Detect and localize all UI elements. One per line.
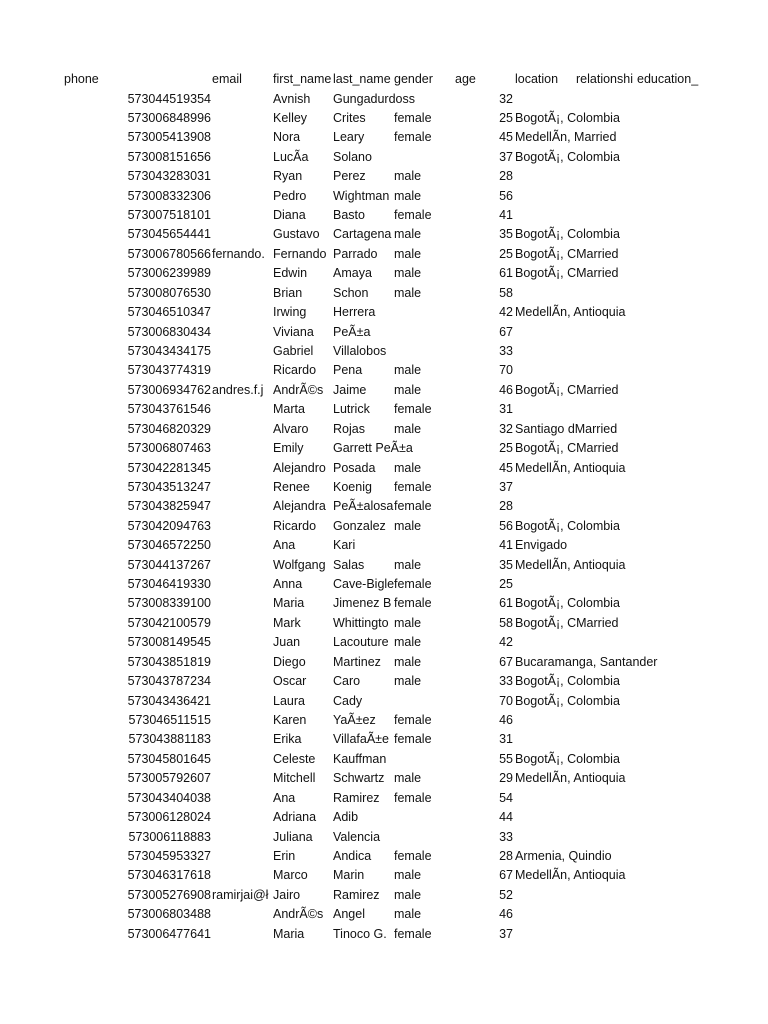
cell-last-name: Koenig — [333, 479, 372, 494]
cell-last-name: Kari — [333, 538, 356, 553]
cell-location: BogotÃ¡, CMarried — [515, 266, 619, 281]
cell-age: 25 — [499, 110, 513, 125]
table-row — [0, 692, 768, 711]
cell-age: 52 — [499, 887, 513, 902]
table-row — [0, 361, 768, 380]
cell-last-name: Tinoco G. — [333, 926, 387, 941]
cell-phone: 573042281345 — [127, 460, 211, 475]
cell-phone: 573006803488 — [127, 907, 211, 922]
cell-age: 61 — [499, 266, 513, 281]
cell-age: 46 — [499, 382, 513, 397]
cell-age: 46 — [499, 907, 513, 922]
cell-first-name: Irwing — [273, 305, 307, 320]
cell-age: 42 — [499, 635, 513, 650]
cell-first-name: Ana — [273, 790, 296, 805]
cell-location: BogotÃ¡, CMarried — [515, 382, 619, 397]
table-row — [0, 459, 768, 478]
cell-first-name: Erika — [273, 732, 302, 747]
table-row — [0, 420, 768, 439]
cell-last-name: Ramirez — [333, 887, 380, 902]
cell-gender: female — [394, 479, 432, 494]
cell-first-name: Juan — [273, 635, 301, 650]
cell-gender: female — [394, 499, 432, 514]
cell-last-name: Cady — [333, 693, 363, 708]
table-row — [0, 672, 768, 691]
header-relationship: relationshi — [576, 72, 633, 86]
table-row — [0, 925, 768, 944]
table-row — [0, 225, 768, 244]
cell-age: 44 — [499, 810, 513, 825]
cell-last-name: Kauffman — [333, 751, 387, 766]
cell-location: BogotÃ¡, CMarried — [515, 615, 619, 630]
cell-phone: 573046510347 — [127, 305, 211, 320]
header-email: email — [212, 72, 242, 86]
cell-last-name: Amaya — [333, 266, 372, 281]
cell-first-name: Juliana — [273, 829, 313, 844]
cell-phone: 573005276908 — [127, 887, 211, 902]
cell-age: 67 — [499, 654, 513, 669]
cell-first-name: Brian — [273, 285, 303, 300]
table-row — [0, 594, 768, 613]
cell-location: BogotÃ¡, Colombia — [515, 518, 620, 533]
cell-first-name: LucÃa — [273, 149, 309, 164]
cell-location: MedellÃn, Antioquia — [515, 460, 626, 475]
cell-last-name: Marin — [333, 868, 365, 883]
cell-location: BogotÃ¡, Colombia — [515, 751, 620, 766]
table-row — [0, 167, 768, 186]
cell-phone: 573006477641 — [127, 926, 211, 941]
table-row — [0, 750, 768, 769]
cell-age: 42 — [499, 305, 513, 320]
cell-phone: 573008332306 — [127, 188, 211, 203]
table-row — [0, 109, 768, 128]
cell-last-name: Cartagena — [333, 227, 392, 242]
cell-age: 58 — [499, 285, 513, 300]
cell-last-name: Garrett PeÃ±a — [333, 441, 413, 456]
cell-gender: male — [394, 266, 422, 281]
cell-first-name: Renee — [273, 479, 310, 494]
cell-phone: 573006848996 — [127, 110, 211, 125]
cell-first-name: Ricardo — [273, 518, 317, 533]
header-last-name: last_name — [333, 72, 391, 86]
cell-phone: 573042100579 — [127, 615, 211, 630]
cell-location: Armenia, Quindio — [515, 848, 612, 863]
cell-phone: 573006118883 — [128, 829, 211, 844]
cell-first-name: Jairo — [273, 887, 301, 902]
cell-last-name: Crites — [333, 110, 366, 125]
cell-first-name: Alejandro — [273, 460, 326, 475]
table-row — [0, 342, 768, 361]
cell-first-name: Ricardo — [273, 363, 317, 378]
table-row — [0, 128, 768, 147]
cell-age: 33 — [499, 343, 513, 358]
cell-phone: 573043881183 — [128, 732, 211, 747]
cell-last-name: Solano — [333, 149, 372, 164]
cell-phone: 573043283031 — [127, 169, 211, 184]
table-row — [0, 400, 768, 419]
cell-last-name: Leary — [333, 130, 365, 145]
cell-location: MedellÃn, Antioquia — [515, 868, 626, 883]
cell-last-name: Martinez — [333, 654, 381, 669]
cell-gender: male — [394, 907, 422, 922]
cell-first-name: Wolfgang — [273, 557, 326, 572]
cell-first-name: Avnish — [273, 91, 311, 106]
cell-gender: female — [394, 130, 432, 145]
table-row — [0, 323, 768, 342]
cell-gender: female — [394, 848, 432, 863]
cell-first-name: Pedro — [273, 188, 307, 203]
cell-location: BogotÃ¡, Colombia — [515, 227, 620, 242]
cell-first-name: Emily — [273, 441, 304, 456]
cell-email: ramirjai@ł — [212, 887, 269, 902]
cell-age: 56 — [499, 188, 513, 203]
cell-age: 32 — [499, 91, 513, 106]
cell-phone: 573043513247 — [127, 479, 211, 494]
cell-phone: 573005792607 — [127, 771, 211, 786]
cell-gender: male — [394, 169, 422, 184]
table-row — [0, 556, 768, 575]
cell-phone: 573008339100 — [127, 596, 211, 611]
table-row — [0, 381, 768, 400]
cell-last-name: Perez — [333, 169, 366, 184]
cell-age: 70 — [499, 693, 513, 708]
cell-gender: male — [394, 635, 422, 650]
cell-gender: male — [394, 363, 422, 378]
cell-gender: male — [394, 518, 422, 533]
cell-phone: 573005413908 — [127, 130, 211, 145]
cell-last-name: Lacouture — [333, 635, 389, 650]
cell-first-name: Erin — [273, 848, 296, 863]
cell-last-name: Gonzalez — [333, 518, 386, 533]
table-row — [0, 711, 768, 730]
cell-first-name: Kelley — [273, 110, 308, 125]
cell-first-name: Nora — [273, 130, 301, 145]
cell-age: 45 — [499, 130, 513, 145]
cell-location: BogotÃ¡, Colombia — [515, 674, 620, 689]
cell-age: 28 — [499, 499, 513, 514]
cell-location: BogotÃ¡, Colombia — [515, 110, 620, 125]
cell-age: 46 — [499, 713, 513, 727]
header-phone: phone — [64, 72, 99, 86]
cell-last-name: Schwartz — [333, 771, 385, 786]
cell-phone: 573046419330 — [127, 577, 211, 592]
cell-phone: 573046317618 — [127, 868, 211, 883]
cell-last-name: Andica — [333, 848, 372, 863]
cell-gender: female — [394, 732, 432, 747]
cell-last-name: Gungadurdoss — [333, 91, 416, 106]
cell-location: MedellÃn, Antioquia — [515, 771, 626, 786]
header-age: age — [455, 72, 476, 86]
cell-first-name: Edwin — [273, 266, 308, 281]
cell-age: 31 — [499, 732, 513, 747]
cell-phone: 573043787234 — [127, 674, 211, 689]
cell-last-name: Jaime — [333, 382, 367, 397]
cell-age: 33 — [499, 674, 513, 689]
cell-age: 37 — [499, 149, 513, 164]
cell-age: 70 — [499, 363, 513, 378]
table-row — [0, 536, 768, 555]
spreadsheet — [0, 70, 768, 944]
table-row — [0, 497, 768, 516]
cell-gender: male — [394, 868, 422, 883]
cell-age: 25 — [499, 441, 513, 456]
cell-first-name: Diego — [273, 654, 306, 669]
header-education: education_ — [637, 72, 699, 86]
cell-phone: 573006807463 — [127, 441, 211, 456]
cell-phone: 573043404038 — [127, 790, 211, 805]
cell-gender: female — [394, 402, 432, 417]
cell-age: 25 — [499, 246, 513, 261]
cell-first-name: Diana — [273, 208, 306, 223]
cell-last-name: Posada — [333, 460, 376, 475]
cell-first-name: Marco — [273, 868, 308, 883]
cell-phone: 573043761546 — [127, 402, 211, 417]
cell-gender: male — [394, 887, 422, 902]
cell-gender: male — [394, 188, 422, 203]
cell-gender: male — [394, 771, 422, 786]
table-row — [0, 303, 768, 322]
table-row — [0, 187, 768, 206]
cell-last-name: Salas — [333, 557, 365, 572]
cell-first-name: Adriana — [273, 810, 317, 825]
table-row — [0, 517, 768, 536]
table-row — [0, 886, 768, 905]
cell-first-name: Viviana — [273, 324, 314, 339]
cell-first-name: Laura — [273, 693, 305, 708]
cell-phone: 573046572250 — [127, 538, 211, 553]
header-row — [0, 70, 768, 90]
table-row — [0, 633, 768, 652]
cell-last-name: Whittingto — [333, 615, 389, 630]
cell-last-name: Lutrick — [333, 402, 370, 417]
table-row — [0, 730, 768, 749]
cell-phone: 573043436421 — [127, 693, 211, 708]
cell-phone: 573043434175 — [127, 343, 211, 358]
cell-gender: female — [394, 926, 432, 941]
cell-gender: male — [394, 674, 422, 689]
cell-age: 29 — [499, 771, 513, 786]
cell-last-name: Herrera — [333, 305, 376, 320]
cell-first-name: AndrÃ©s — [273, 907, 324, 922]
cell-age: 45 — [499, 460, 513, 475]
cell-age: 56 — [499, 518, 513, 533]
cell-phone: 573045654441 — [127, 227, 211, 242]
cell-phone: 573006780566 — [127, 246, 211, 261]
cell-last-name: Cave-Bigle — [333, 577, 395, 592]
cell-first-name: Gabriel — [273, 343, 314, 358]
cell-gender: male — [394, 382, 422, 397]
cell-phone: 573045953327 — [127, 848, 211, 863]
cell-age: 37 — [499, 926, 513, 941]
cell-email: andres.f.j — [212, 382, 264, 397]
cell-last-name: Wightman — [333, 188, 390, 203]
cell-last-name: Pena — [333, 363, 363, 378]
cell-last-name: Parrado — [333, 246, 378, 261]
cell-gender: male — [394, 246, 422, 261]
cell-gender: male — [394, 227, 422, 242]
cell-age: 54 — [499, 790, 513, 805]
cell-last-name: Villalobos — [333, 343, 387, 358]
cell-last-name: Schon — [333, 285, 369, 300]
cell-first-name: Karen — [273, 713, 307, 727]
cell-last-name: VillafaÃ±e — [333, 732, 389, 747]
cell-gender: female — [394, 713, 432, 727]
cell-phone: 573008076530 — [127, 285, 211, 300]
cell-first-name: Maria — [273, 926, 305, 941]
cell-age: 28 — [499, 169, 513, 184]
cell-last-name: Angel — [333, 907, 365, 922]
table-row — [0, 478, 768, 497]
cell-age: 33 — [499, 829, 513, 844]
cell-phone: 573045801645 — [127, 751, 211, 766]
cell-first-name: AndrÃ©s — [273, 382, 324, 397]
cell-location: Bucaramanga, Santander — [515, 654, 658, 669]
cell-gender: male — [394, 421, 422, 436]
table-row — [0, 284, 768, 303]
cell-last-name: Valencia — [333, 829, 381, 844]
cell-gender: female — [394, 208, 432, 223]
table-body — [0, 90, 768, 945]
cell-location: MedellÃn, Antioquia — [515, 305, 626, 320]
cell-first-name: Ryan — [273, 169, 303, 184]
cell-first-name: Maria — [273, 596, 305, 611]
cell-phone: 573043774319 — [127, 363, 211, 378]
table-row — [0, 847, 768, 866]
cell-age: 32 — [499, 421, 513, 436]
table-row — [0, 614, 768, 633]
table-row — [0, 905, 768, 924]
cell-phone: 573006830434 — [127, 324, 211, 339]
cell-age: 31 — [499, 402, 513, 417]
cell-age: 37 — [499, 479, 513, 494]
cell-phone: 573044519354 — [127, 91, 211, 106]
table-row — [0, 789, 768, 808]
cell-age: 41 — [499, 538, 513, 553]
cell-phone: 573042094763 — [127, 518, 211, 533]
cell-location: BogotÃ¡, Colombia — [515, 149, 620, 164]
cell-gender: female — [394, 596, 432, 611]
cell-phone: 573006239989 — [127, 266, 211, 281]
cell-location: MedellÃn, Married — [515, 130, 617, 145]
table-row — [0, 90, 768, 109]
cell-last-name: Adib — [333, 810, 359, 825]
cell-first-name: Alvaro — [273, 421, 309, 436]
cell-first-name: Celeste — [273, 751, 316, 766]
cell-last-name: PeÃ±a — [333, 324, 371, 339]
cell-first-name: Fernando — [273, 246, 327, 261]
cell-age: 58 — [499, 615, 513, 630]
cell-first-name: Mitchell — [273, 771, 316, 786]
cell-last-name: Caro — [333, 674, 361, 689]
table-row — [0, 866, 768, 885]
cell-location: BogotÃ¡, Colombia — [515, 596, 620, 611]
cell-email: fernando. — [212, 246, 265, 261]
cell-age: 28 — [499, 848, 513, 863]
table-row — [0, 653, 768, 672]
cell-first-name: Marta — [273, 402, 305, 417]
table-row — [0, 264, 768, 283]
cell-first-name: Anna — [273, 577, 303, 592]
cell-age: 35 — [499, 227, 513, 242]
cell-phone: 573046820329 — [127, 421, 211, 436]
cell-gender: female — [394, 790, 432, 805]
cell-age: 67 — [499, 324, 513, 339]
header-first-name: first_name — [273, 72, 332, 86]
cell-location: Santiago dMarried — [515, 421, 618, 436]
cell-phone: 573044137267 — [127, 557, 211, 572]
cell-gender: male — [394, 460, 422, 475]
cell-gender: female — [394, 110, 432, 125]
table-row — [0, 808, 768, 827]
cell-first-name: Oscar — [273, 674, 307, 689]
table-row — [0, 828, 768, 847]
cell-location: MedellÃn, Antioquia — [515, 557, 626, 572]
cell-phone: 573006934762 — [127, 382, 211, 397]
cell-last-name: Basto — [333, 208, 365, 223]
cell-age: 67 — [499, 868, 513, 883]
cell-location: Envigado — [515, 538, 568, 553]
cell-gender: male — [394, 654, 422, 669]
cell-location: BogotÃ¡, Colombia — [515, 693, 620, 708]
cell-first-name: Mark — [273, 615, 301, 630]
cell-age: 41 — [499, 208, 513, 223]
cell-last-name: PeÃ±alosa — [333, 499, 394, 514]
cell-first-name: Ana — [273, 538, 296, 553]
cell-phone: 573007518101 — [127, 208, 211, 223]
cell-last-name: Rojas — [333, 421, 365, 436]
cell-last-name: Ramirez — [333, 790, 380, 805]
cell-age: 35 — [499, 557, 513, 572]
table-row — [0, 769, 768, 788]
cell-last-name: Jimenez B — [333, 596, 392, 611]
table-row — [0, 245, 768, 264]
cell-phone: 573008149545 — [127, 635, 211, 650]
cell-phone: 573043851819 — [127, 654, 211, 669]
cell-first-name: Alejandra — [273, 499, 326, 514]
table-row — [0, 575, 768, 594]
cell-age: 25 — [499, 577, 513, 592]
table-row — [0, 148, 768, 167]
header-location: location — [515, 72, 559, 86]
cell-phone: 573046511515 — [128, 713, 211, 727]
cell-location: BogotÃ¡, CMarried — [515, 441, 619, 456]
cell-gender: male — [394, 615, 422, 630]
cell-gender: male — [394, 557, 422, 572]
cell-first-name: Gustavo — [273, 227, 320, 242]
header-gender: gender — [394, 72, 433, 86]
cell-last-name: YaÃ±ez — [333, 713, 376, 727]
cell-age: 61 — [499, 596, 513, 611]
cell-gender: male — [394, 285, 422, 300]
table-row — [0, 206, 768, 225]
cell-gender: female — [394, 577, 432, 592]
cell-age: 55 — [499, 751, 513, 766]
cell-phone: 573006128024 — [127, 810, 211, 825]
cell-phone: 573008151656 — [127, 149, 211, 164]
cell-phone: 573043825947 — [127, 499, 211, 514]
cell-location: BogotÃ¡, CMarried — [515, 246, 619, 261]
table-row — [0, 439, 768, 458]
